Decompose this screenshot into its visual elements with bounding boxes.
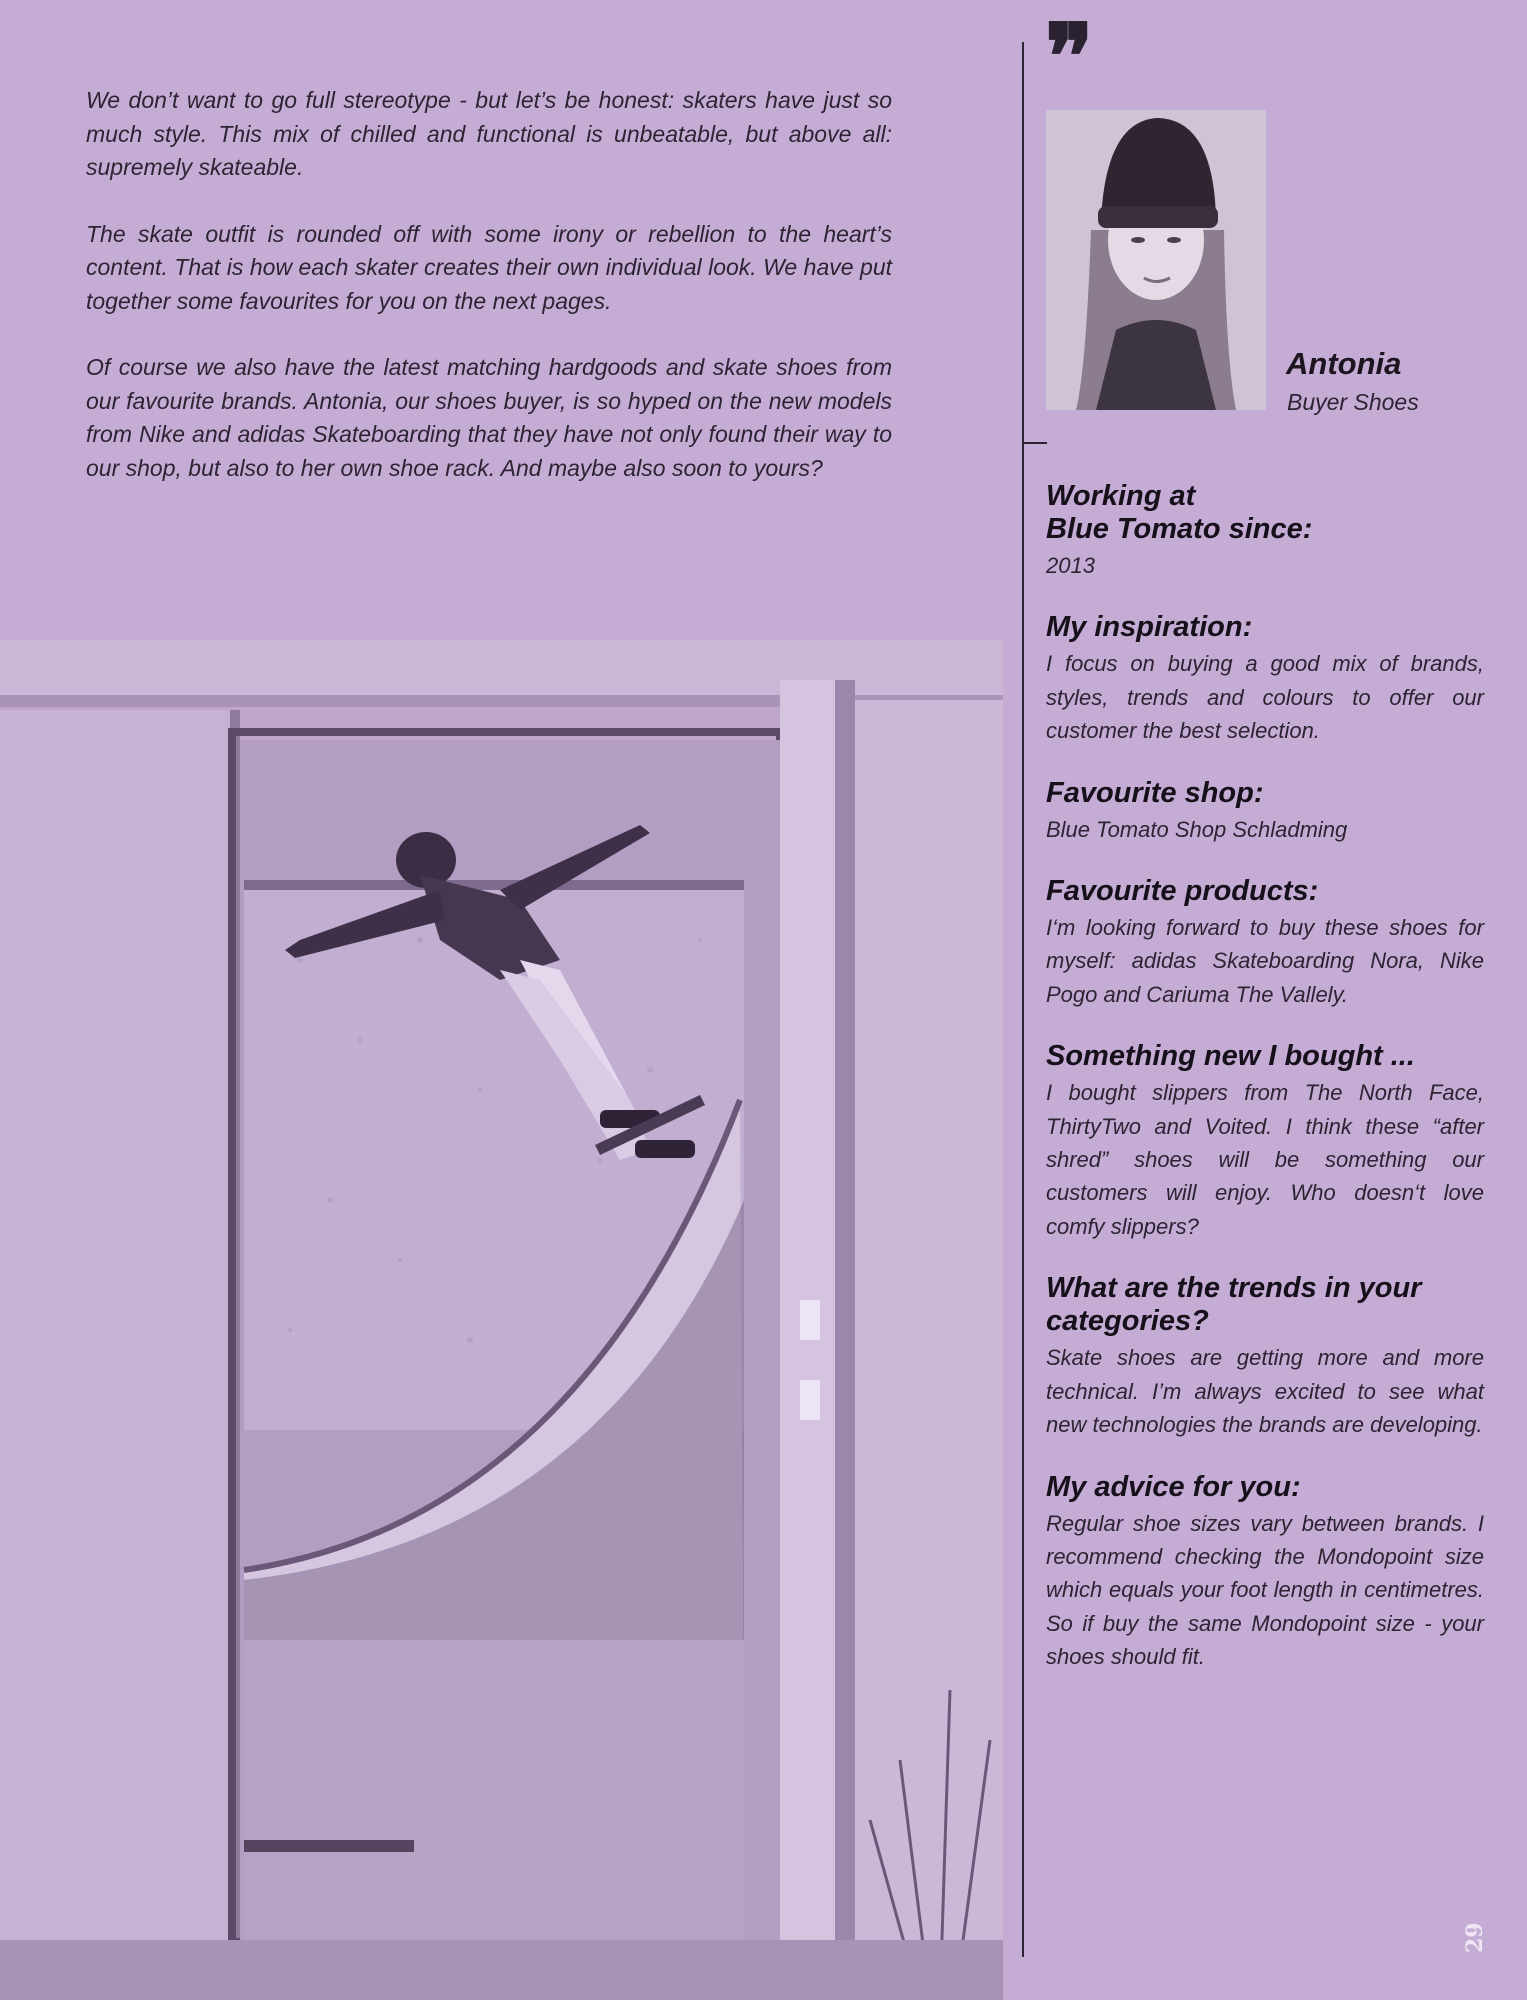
intro-paragraph-1: We don’t want to go full stereotype - but let’s be honest: skaters have just so much style. This mix of chilled and functional is unbeatable, but above all: supremely skateable. (86, 87, 892, 180)
qa-question-line: Favourite products: (1046, 875, 1319, 908)
qa-item-favourite-shop (1046, 777, 1484, 846)
person-role: Buyer Shoes (1287, 389, 1419, 415)
qa-answer: 2013 (1046, 553, 1095, 578)
page-number: 29 (1462, 1922, 1488, 1953)
qa-answer: I bought slippers from The North Face, ThirtyTwo and Voited. I think these “after shred” shoes will be something our customers will enjoy. Who doesn‘t love comfy slippers? (1046, 1080, 1484, 1239)
qa-answer: Skate shoes are getting more and more technical. I’m always excited to see what new technologies the brands are developing. (1046, 1345, 1484, 1438)
quote-mark-icon: ❞ (1045, 4, 1094, 110)
qa-answer: I focus on buying a good mix of brands, styles, trends and colours to offer our customer the best selection. (1046, 651, 1484, 744)
qa-question (1046, 875, 1484, 908)
qa-answer: I‘m looking forward to buy these shoes for myself: adidas Skateboarding Nora, Nike Pogo and Cariuma The Vallely. (1046, 915, 1484, 1007)
qa-question-line: categories? (1046, 1305, 1209, 1338)
qa-question (1046, 777, 1484, 810)
qa-question (1046, 1272, 1484, 1338)
column-divider (1022, 42, 1024, 1957)
portrait-photo (1046, 110, 1266, 410)
qa-question-line: My inspiration: (1046, 611, 1253, 644)
qa-item-inspiration (1046, 611, 1484, 747)
skate-photo (0, 640, 1003, 2000)
qa-answer: Blue Tomato Shop Schladming (1046, 816, 1348, 842)
qa-item-advice (1046, 1471, 1484, 1674)
intro-paragraph-3: Of course we also have the latest matching hardgoods and skate shoes from our favourite brands. Antonia, our shoes buyer, is so hyped on the new models from Nike and adidas Skateboarding that they have not only found their way to our shop, but also to her own shoe rack. And maybe also soon to yours? (86, 354, 892, 481)
qa-item-trends (1046, 1272, 1484, 1441)
qa-question-line: Blue Tomato since: (1046, 513, 1313, 545)
qa-item-something-new (1046, 1040, 1484, 1243)
qa-list (1046, 480, 1484, 1703)
intro-text (86, 84, 892, 518)
qa-question-line: Something new I bought ... (1046, 1040, 1415, 1073)
qa-item-working-since (1046, 480, 1484, 582)
qa-question-line: Favourite shop: (1046, 776, 1264, 809)
qa-question (1046, 1471, 1484, 1504)
qa-question-line: What are the trends in your (1046, 1272, 1422, 1305)
qa-item-favourite-products (1046, 875, 1484, 1011)
qa-question (1046, 611, 1484, 644)
intro-paragraph-2: The skate outfit is rounded off with some irony or rebellion to the heart’s content. That is how each skater creates their own individual look. We have put together some favourites for you on the next pages. (86, 220, 892, 314)
qa-question (1046, 480, 1484, 546)
portrait-illustration (1046, 110, 1266, 410)
divider-tick (1022, 442, 1047, 444)
person-name: Antonia (1286, 346, 1402, 381)
qa-answer: Regular shoe sizes vary between brands. I recommend checking the Mondopoint size which equals your foot length in centimetres. So if buy the same Mondopoint size - your shoes should fit. (1046, 1510, 1484, 1670)
skate-photo-illustration (0, 640, 1003, 2000)
qa-question-line: Working at (1046, 480, 1196, 512)
qa-question (1046, 1040, 1484, 1073)
qa-question-line: My advice for you: (1046, 1470, 1301, 1503)
